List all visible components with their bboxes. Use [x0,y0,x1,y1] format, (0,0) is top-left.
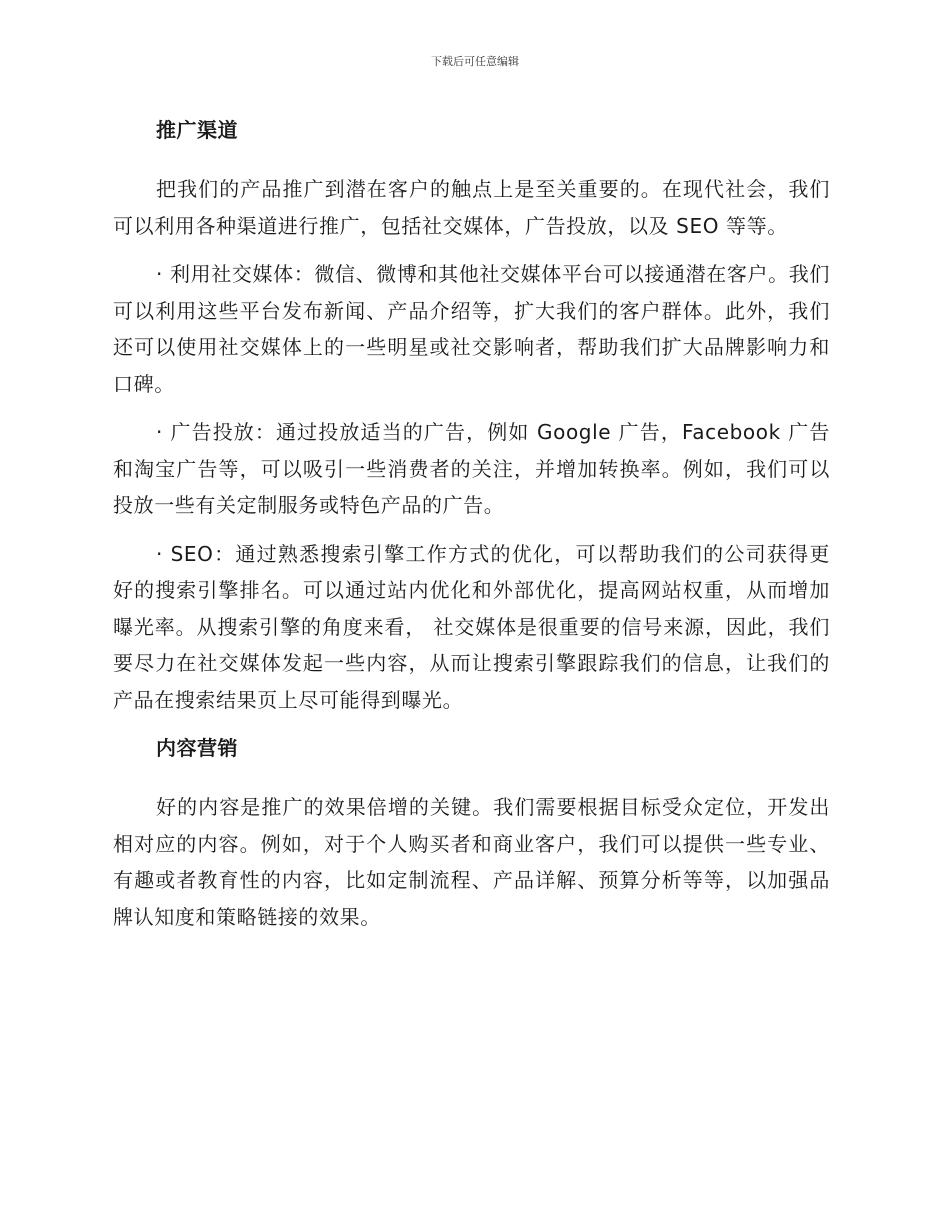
paragraph-seo: · SEO：通过熟悉搜索引擎工作方式的优化，可以帮助我们的公司获得更好的搜索引擎排名。可以通过站内优化和外部优化，提高网站权重，从而增加曝光率。从搜索引擎的角度来看， 社交媒体是很重要的信号来源，因此，我们要尽力在社交媒体发起一些内容，从而让搜索引擎跟踪我们的信息，让我们的产品在搜索结果页上尽可能得到曝光。 [113,541,830,712]
section-heading-promotion-channels: 推广渠道 [156,118,238,142]
page-header-note: 下载后可任意编辑 [431,55,519,68]
paragraph-content-marketing: 好的内容是推广的效果倍增的关键。我们需要根据目标受众定位，开发出相对应的内容。例如，对于个人购买者和商业客户，我们可以提供一些专业、有趣或者教育性的内容，比如定制流程、产品详解、预算分析等等，以加强品牌认知度和策略链接的效果。 [113,795,830,929]
section-heading-content-marketing: 内容营销 [156,736,238,760]
paragraph-advertising: · 广告投放：通过投放适当的广告，例如 Google 广告，Facebook 广告和淘宝广告等，可以吸引一些消费者的关注，并增加转换率。例如，我们可以投放一些有关定制服务或特色产品的广告。 [113,420,830,517]
paragraph-intro: 把我们的产品推广到潜在客户的触点上是至关重要的。在现代社会，我们可以利用各种渠道进行推广，包括社交媒体，广告投放，以及 SEO 等等。 [113,177,830,238]
paragraph-social-media: · 利用社交媒体：微信、微博和其他社交媒体平台可以接通潜在客户。我们可以利用这些平台发布新闻、产品介绍等，扩大我们的客户群体。此外，我们还可以使用社交媒体上的一些明星或社交影响者，帮助我们扩大品牌影响力和口碑。 [113,262,830,396]
document-body [113,112,830,947]
